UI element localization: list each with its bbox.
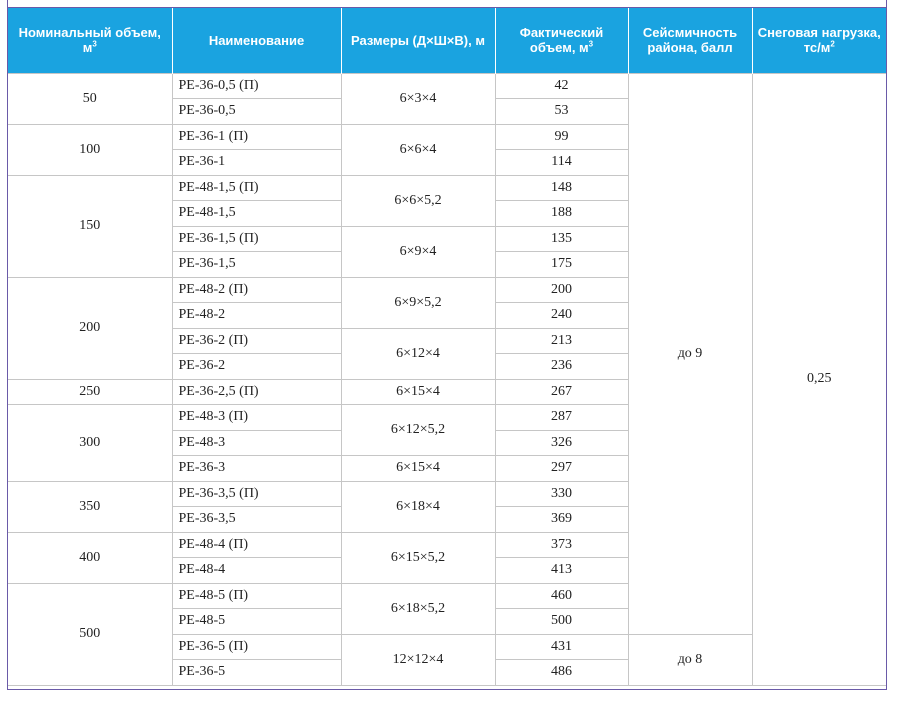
cell-size: 6×12×5,2: [341, 405, 495, 456]
cell-name: РЕ-48-5: [172, 609, 341, 635]
cell-name: РЕ-36-5 (П): [172, 634, 341, 660]
cell-nominal: 400: [8, 532, 172, 583]
cell-name: РЕ-36-1 (П): [172, 124, 341, 150]
cell-size: 6×9×5,2: [341, 277, 495, 328]
table-row: [8, 73, 886, 99]
cell-actual: 500: [495, 609, 628, 635]
cell-actual: 431: [495, 634, 628, 660]
cell-name: РЕ-36-1,5: [172, 252, 341, 278]
header-name: Наименование: [172, 8, 341, 73]
cell-name: РЕ-48-1,5: [172, 201, 341, 227]
cell-actual: 53: [495, 99, 628, 125]
cell-name: РЕ-36-5: [172, 660, 341, 686]
cell-actual: 135: [495, 226, 628, 252]
cell-name: РЕ-48-3: [172, 430, 341, 456]
cell-name: РЕ-48-2: [172, 303, 341, 329]
cell-actual: 326: [495, 430, 628, 456]
cell-name: РЕ-36-2 (П): [172, 328, 341, 354]
cell-nominal: 500: [8, 583, 172, 685]
cell-name: РЕ-36-3,5 (П): [172, 481, 341, 507]
top-band: [8, 0, 886, 8]
header-snow: Снеговая нагрузка, $тс/м^2$: [752, 8, 886, 73]
cell-actual: 42: [495, 73, 628, 99]
cell-size: 6×6×4: [341, 124, 495, 175]
cell-nominal: 150: [8, 175, 172, 277]
cell-nominal: 350: [8, 481, 172, 532]
cell-size: 6×15×5,2: [341, 532, 495, 583]
cell-name: РЕ-36-0,5 (П): [172, 73, 341, 99]
cell-name: РЕ-48-3 (П): [172, 405, 341, 431]
cell-actual: 99: [495, 124, 628, 150]
cell-actual: 213: [495, 328, 628, 354]
cell-name: РЕ-36-1,5 (П): [172, 226, 341, 252]
cell-size: 6×6×5,2: [341, 175, 495, 226]
cell-nominal: 100: [8, 124, 172, 175]
cell-name: РЕ-36-1: [172, 150, 341, 176]
cell-nominal: 250: [8, 379, 172, 405]
cell-actual: 486: [495, 660, 628, 686]
cell-actual: 200: [495, 277, 628, 303]
cell-size: 12×12×4: [341, 634, 495, 685]
header-row: [8, 8, 886, 73]
cell-actual: 460: [495, 583, 628, 609]
cell-size: 6×9×4: [341, 226, 495, 277]
cell-size: 6×18×4: [341, 481, 495, 532]
cell-actual: 114: [495, 150, 628, 176]
cell-seismic: до 8: [628, 634, 752, 685]
cell-size: 6×18×5,2: [341, 583, 495, 634]
header-actual: Фактический объем, $м^3$: [495, 8, 628, 73]
cell-name: РЕ-36-2: [172, 354, 341, 380]
cell-actual: 297: [495, 456, 628, 482]
cell-name: РЕ-48-4: [172, 558, 341, 584]
cell-actual: 369: [495, 507, 628, 533]
cell-size: 6×12×4: [341, 328, 495, 379]
header-seismic: Сейсмичность района, балл: [628, 8, 752, 73]
cell-seismic: до 9: [628, 73, 752, 634]
cell-nominal: 300: [8, 405, 172, 482]
cell-nominal: 200: [8, 277, 172, 379]
header-size: Размеры (Д×Ш×В), м: [341, 8, 495, 73]
cell-actual: 287: [495, 405, 628, 431]
cell-name: РЕ-48-1,5 (П): [172, 175, 341, 201]
table-container: [7, 0, 887, 690]
cell-actual: 330: [495, 481, 628, 507]
cell-size: 6×15×4: [341, 456, 495, 482]
cell-name: РЕ-36-3: [172, 456, 341, 482]
cell-actual: 188: [495, 201, 628, 227]
cell-actual: 236: [495, 354, 628, 380]
cell-size: 6×3×4: [341, 73, 495, 124]
cell-size: 6×15×4: [341, 379, 495, 405]
specs-table: [8, 8, 886, 686]
cell-actual: 267: [495, 379, 628, 405]
cell-name: РЕ-36-2,5 (П): [172, 379, 341, 405]
cell-name: РЕ-48-5 (П): [172, 583, 341, 609]
cell-name: РЕ-36-3,5: [172, 507, 341, 533]
cell-actual: 373: [495, 532, 628, 558]
cell-name: РЕ-48-2 (П): [172, 277, 341, 303]
cell-actual: 413: [495, 558, 628, 584]
cell-actual: 148: [495, 175, 628, 201]
cell-snow: 0,25: [752, 73, 886, 685]
cell-actual: 175: [495, 252, 628, 278]
cell-nominal: 50: [8, 73, 172, 124]
cell-name: РЕ-36-0,5: [172, 99, 341, 125]
cell-actual: 240: [495, 303, 628, 329]
cell-name: РЕ-48-4 (П): [172, 532, 341, 558]
header-nominal: Номинальный объем, $м^3$: [8, 8, 172, 73]
